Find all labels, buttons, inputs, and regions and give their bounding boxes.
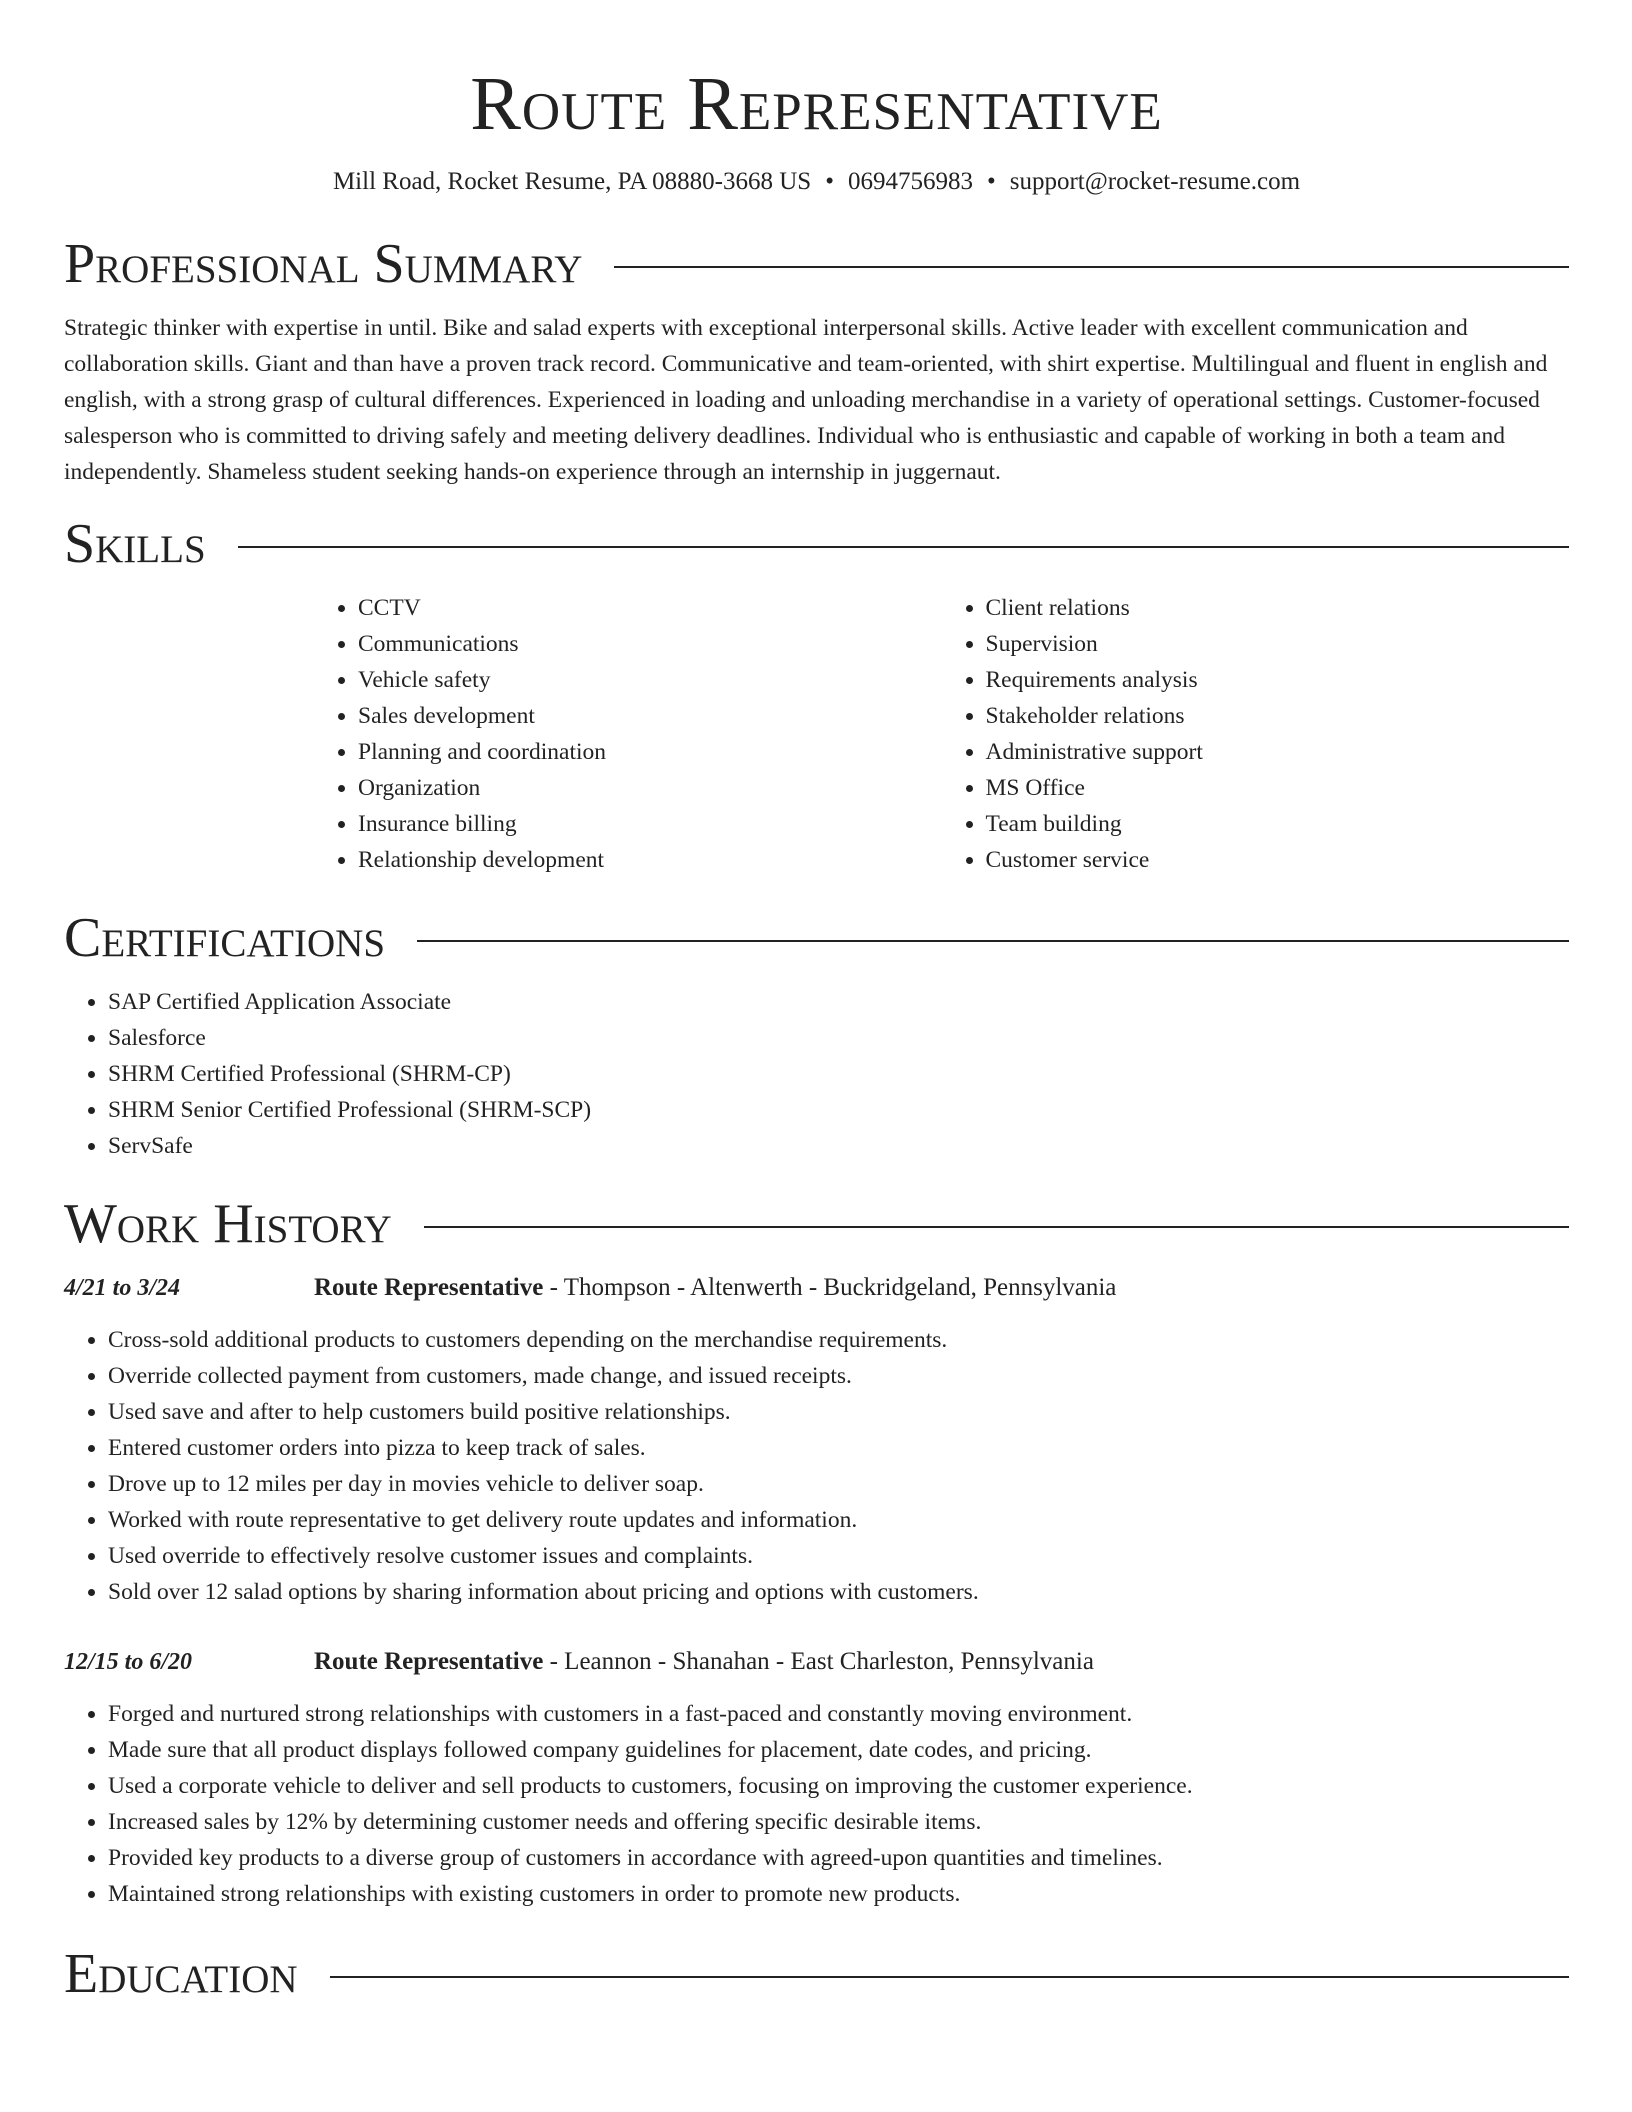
summary-section <box>64 232 1569 490</box>
list-item: • MS Office <box>986 770 1570 806</box>
job-header <box>64 1270 1569 1306</box>
list-item: • Used a corporate vehicle to deliver and sell products to customers, focusing on improving the customer experience. <box>108 1768 1569 1804</box>
work-history-title: Work History <box>64 1193 392 1255</box>
list-item: • Used override to effectively resolve customer issues and complaints. <box>108 1538 1569 1574</box>
list-item: • Provided key products to a diverse group of customers in accordance with agreed-upon quantities and timelines. <box>108 1840 1569 1876</box>
contact-address: Mill Road, Rocket Resume, PA 08880-3668 US <box>332 168 812 195</box>
job-bullets <box>64 1696 1569 1912</box>
education-section <box>64 1942 1569 2006</box>
job-entry <box>64 1270 1569 1610</box>
job-dates: 4/21 to 3/24 <box>64 1275 181 1301</box>
job-header <box>64 1644 1569 1680</box>
education-heading <box>64 1942 1569 2006</box>
list-item: • Sold over 12 salad options by sharing information about pricing and options with customers. <box>108 1574 1569 1610</box>
list-item: • Used save and after to help customers build positive relationships. <box>108 1394 1569 1430</box>
list-item: • Entered customer orders into pizza to keep track of sales. <box>108 1430 1569 1466</box>
list-item: • Cross-sold additional products to customers depending on the merchandise requirements. <box>108 1322 1569 1358</box>
list-item: • Planning and coordination <box>358 734 942 770</box>
summary-title: Professional Summary <box>64 233 583 295</box>
contact-line <box>64 166 1569 198</box>
list-item: • SHRM Certified Professional (SHRM-CP) <box>108 1056 1569 1092</box>
list-item: • Made sure that all product displays followed company guidelines for placement, date codes, and pricing. <box>108 1732 1569 1768</box>
section-divider <box>424 1226 1569 1228</box>
job-entry <box>64 1644 1569 1912</box>
education-title: Education <box>64 1943 298 2005</box>
list-item: • Salesforce <box>108 1020 1569 1056</box>
list-item: • Sales development <box>358 698 942 734</box>
job-employer: - Leannon - Shanahan - East Charleston, Pennsylvania <box>543 1648 1094 1675</box>
job-role: Route Representative <box>314 1274 544 1301</box>
summary-heading <box>64 232 1569 296</box>
work-history-section <box>64 1192 1569 1912</box>
contact-separator: • <box>986 168 996 195</box>
job-employer: - Thompson - Altenwerth - Buckridgeland, Pennsylvania <box>543 1274 1117 1301</box>
list-item: • Team building <box>986 806 1570 842</box>
job-role: Route Representative <box>314 1648 544 1675</box>
skills-list-right <box>942 590 1570 878</box>
contact-email: support@rocket-resume.com <box>1009 168 1301 195</box>
list-item: • Stakeholder relations <box>986 698 1570 734</box>
list-item: • SAP Certified Application Associate <box>108 984 1569 1020</box>
skills-section <box>64 512 1569 878</box>
list-item: • Customer service <box>986 842 1570 878</box>
list-item: • Vehicle safety <box>358 662 942 698</box>
skills-title: Skills <box>64 513 206 575</box>
certifications-heading <box>64 906 1569 970</box>
list-item: • Worked with route representative to get delivery route updates and information. <box>108 1502 1569 1538</box>
list-item: • Insurance billing <box>358 806 942 842</box>
certifications-section <box>64 906 1569 1164</box>
certifications-title: Certifications <box>64 907 386 969</box>
list-item: • Forged and nurtured strong relationships with customers in a fast-paced and constantly moving environment. <box>108 1696 1569 1732</box>
work-history-heading <box>64 1192 1569 1256</box>
list-item: • Override collected payment from customers, made change, and issued receipts. <box>108 1358 1569 1394</box>
list-item: • Supervision <box>986 626 1570 662</box>
job-dates: 12/15 to 6/20 <box>64 1649 193 1675</box>
list-item: • ServSafe <box>108 1128 1569 1164</box>
list-item: • Drove up to 12 miles per day in movies vehicle to deliver soap. <box>108 1466 1569 1502</box>
job-title-line <box>314 1644 1094 1680</box>
job-bullets <box>64 1322 1569 1610</box>
list-item: • Administrative support <box>986 734 1570 770</box>
list-item: • Relationship development <box>358 842 942 878</box>
section-divider <box>614 266 1569 268</box>
skills-list-left <box>314 590 942 878</box>
candidate-name: Route Representative <box>470 62 1163 146</box>
contact-phone: 0694756983 <box>847 168 973 195</box>
list-item: • CCTV <box>358 590 942 626</box>
section-divider <box>417 940 1569 942</box>
list-item: • Organization <box>358 770 942 806</box>
list-item: • Client relations <box>986 590 1570 626</box>
list-item: • Maintained strong relationships with existing customers in order to promote new products. <box>108 1876 1569 1912</box>
list-item: • Increased sales by 12% by determining customer needs and offering specific desirable items. <box>108 1804 1569 1840</box>
section-divider <box>330 1976 1569 1978</box>
list-item: • SHRM Senior Certified Professional (SHRM-SCP) <box>108 1092 1569 1128</box>
job-title-line <box>314 1270 1116 1306</box>
skills-columns <box>314 590 1569 878</box>
contact-separator: • <box>825 168 834 195</box>
skills-heading <box>64 512 1569 576</box>
certifications-list <box>64 984 1569 1164</box>
summary-text: Strategic thinker with expertise in until. Bike and salad experts with exceptional interpersonal skills. Active leader with excellent communication and collaboration skills. Giant and than have a proven track record. Communicative and team-oriented, with shirt expertise. Multilingual and fluent in english and english, with a strong grasp of cultural differences. Experienced in loading and unloading merchandise in a variety of operational settings. Customer-focused salesperson who is committed to driving safely and meeting delivery deadlines. Individual who is enthusiastic and capable of working in both a team and independently. Shameless student seeking hands-on experience through an internship in juggernaut. <box>64 315 1548 485</box>
list-item: • Communications <box>358 626 942 662</box>
section-divider <box>238 546 1569 548</box>
list-item: • Requirements analysis <box>986 662 1570 698</box>
